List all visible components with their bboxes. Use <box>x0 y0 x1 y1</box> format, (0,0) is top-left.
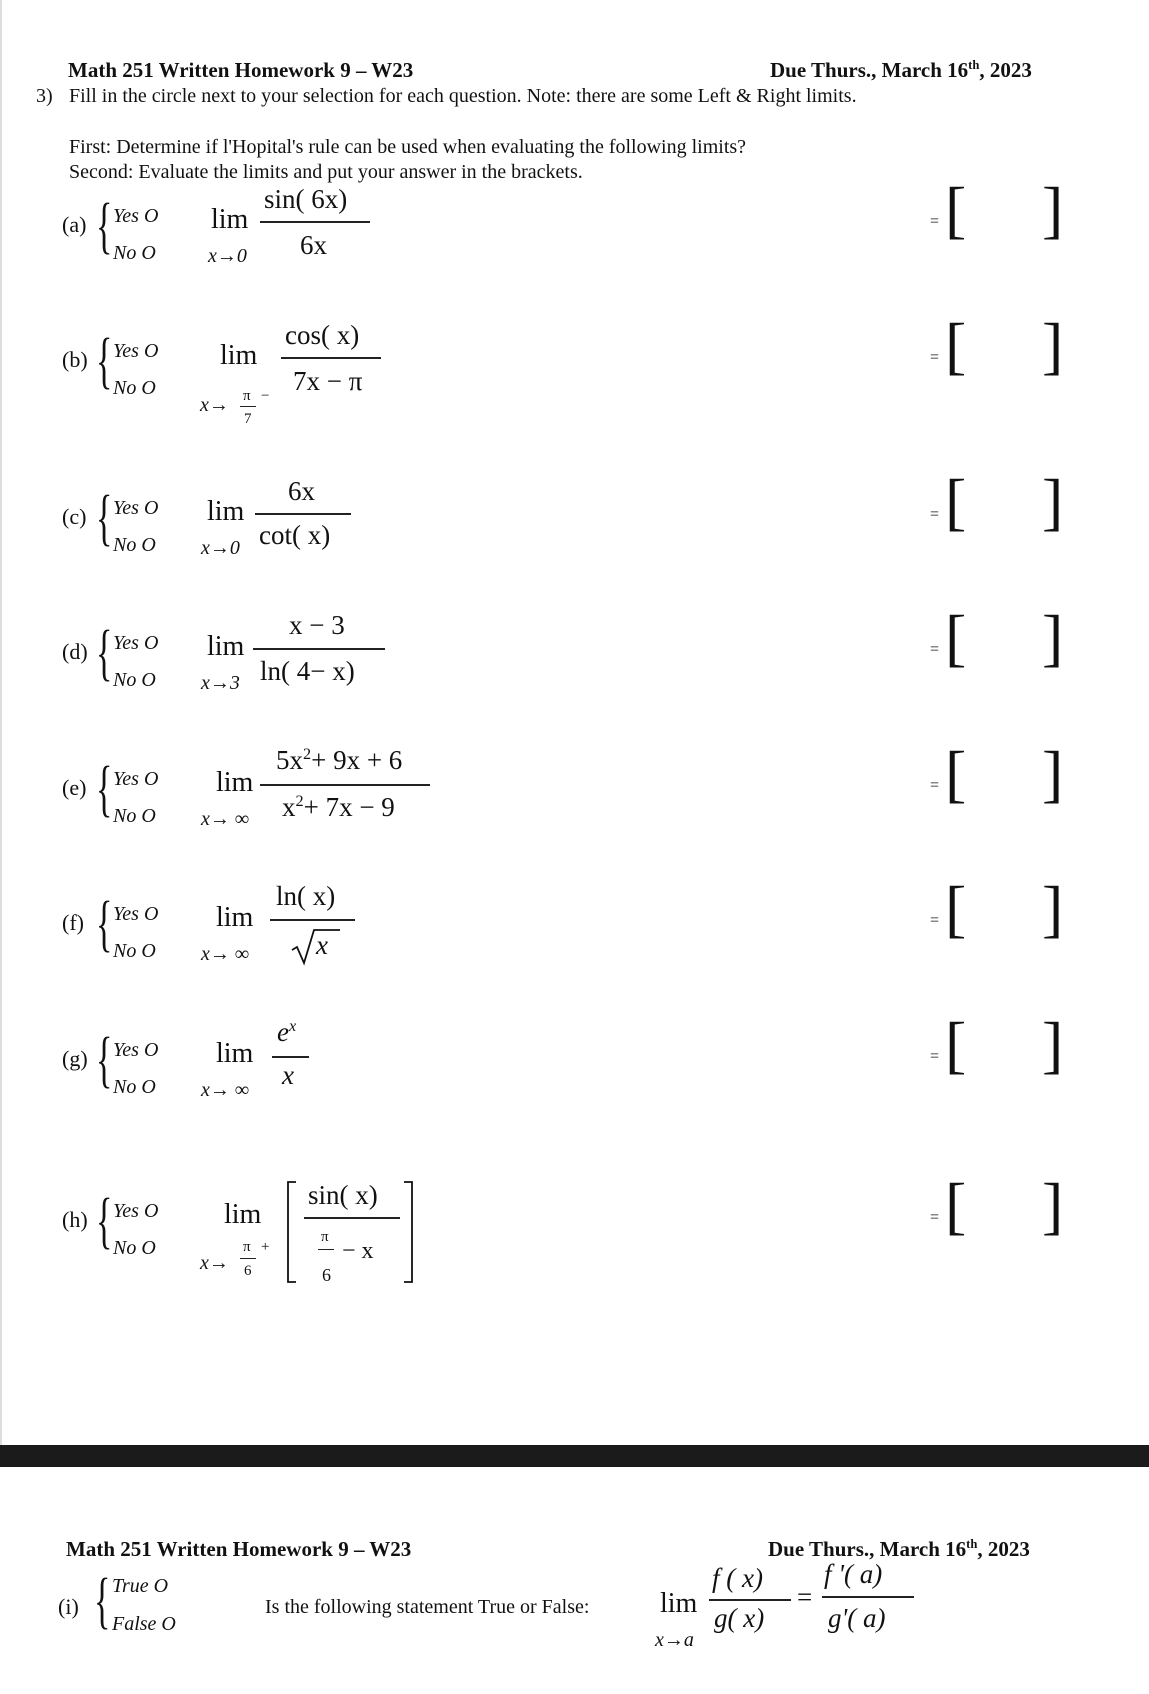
answer-bracket-open: [ <box>945 466 967 537</box>
no-option[interactable]: No O <box>113 940 156 962</box>
no-option[interactable]: No O <box>113 377 156 399</box>
numerator: cos( x) <box>285 320 360 350</box>
answer-box[interactable] <box>967 1186 1042 1236</box>
problem-label: (d) <box>62 639 88 664</box>
answer-box[interactable] <box>967 618 1042 668</box>
answer-bracket-close: ] <box>1042 1170 1064 1241</box>
answer-bracket-close: ] <box>1042 310 1064 381</box>
course-title: Math 251 Written Homework 9 – W23 <box>68 58 414 82</box>
numerator: sin( x) <box>308 1180 378 1210</box>
no-option[interactable]: No O <box>113 1076 156 1098</box>
instruction-second: Second: Evaluate the limits and put your answer in the brackets. <box>69 161 583 183</box>
denominator: ln( 4− x) <box>260 656 355 686</box>
denominator: x <box>316 930 328 960</box>
lhs-fraction-bar <box>709 1599 791 1601</box>
no-option[interactable]: No O <box>113 669 156 691</box>
limit-approach: x→a <box>655 1629 694 1651</box>
approach-frac-bar <box>240 406 256 407</box>
denominator-rest: − x <box>342 1238 374 1264</box>
limit-approach: x→0 <box>208 245 247 267</box>
lim-operator: lim <box>216 767 254 798</box>
choice-brace: { <box>96 1187 113 1255</box>
fraction-bar <box>253 648 385 650</box>
due-date: Due Thurs., March 16th, 2023 <box>768 1537 1030 1561</box>
lhs-numerator: f ( x) <box>712 1563 763 1593</box>
answer-box[interactable] <box>967 754 1042 804</box>
choice-brace: { <box>96 890 113 958</box>
lim-operator: lim <box>224 1199 262 1230</box>
no-option[interactable]: No O <box>113 242 156 264</box>
fraction-bar <box>255 513 351 515</box>
question-number: 3) <box>36 85 53 107</box>
answer-bracket-open: [ <box>945 873 967 944</box>
limit-approach: x→ <box>200 394 229 416</box>
fraction-bar <box>304 1217 400 1219</box>
limit-approach: x→ ∞ <box>201 1079 250 1101</box>
answer-bracket-open: [ <box>945 174 967 245</box>
problem-label: (a) <box>62 212 87 237</box>
lim-operator: lim <box>216 902 254 933</box>
equals-sign: = <box>930 213 940 230</box>
problem-label: (c) <box>62 504 87 529</box>
limit-approach: x→ ∞ <box>201 943 250 965</box>
denominator: cot( x) <box>259 520 331 550</box>
instruction-first: First: Determine if l'Hopital's rule can be used when evaluating the following limits? <box>69 136 747 158</box>
approach-side: − <box>261 388 270 404</box>
answer-bracket-close: ] <box>1042 1009 1064 1080</box>
lim-operator: lim <box>207 631 245 662</box>
choice-brace: { <box>94 1567 111 1635</box>
course-title: Math 251 Written Homework 9 – W23 <box>66 1537 412 1561</box>
answer-bracket-close: ] <box>1042 174 1064 245</box>
equals-sign: = <box>930 349 940 366</box>
rhs-denominator: g'( a) <box>828 1603 886 1633</box>
problem-label: (i) <box>58 1594 79 1619</box>
answer-bracket-close: ] <box>1042 873 1064 944</box>
equals-sign: = <box>930 912 940 929</box>
numerator: ln( x) <box>276 881 336 911</box>
answer-bracket-open: [ <box>945 310 967 381</box>
approach-frac-num: π <box>243 1239 251 1255</box>
answer-bracket-open: [ <box>945 738 967 809</box>
answer-box[interactable] <box>967 482 1042 532</box>
answer-box[interactable] <box>967 190 1042 240</box>
yes-option[interactable]: Yes O <box>113 903 159 925</box>
denominator-frac-bar <box>318 1249 334 1250</box>
question-instruction: Fill in the circle next to your selection for each question. Note: there are some Left & Right limits. <box>69 85 857 107</box>
due-date: Due Thurs., March 16th, 2023 <box>770 58 1032 82</box>
no-option[interactable]: No O <box>113 805 156 827</box>
statement-text: Is the following statement True or False: <box>265 1596 590 1618</box>
denominator: 6x <box>300 230 327 260</box>
lim-operator: lim <box>216 1038 254 1069</box>
choice-brace: { <box>96 327 113 395</box>
answer-bracket-close: ] <box>1042 602 1064 673</box>
page-separator <box>0 1445 1149 1467</box>
numerator: 6x <box>288 476 315 506</box>
denominator: x <box>282 1060 294 1090</box>
limit-approach: x→ <box>200 1252 229 1274</box>
yes-option[interactable]: Yes O <box>113 1200 159 1222</box>
answer-bracket-open: [ <box>945 602 967 673</box>
answer-bracket-close: ] <box>1042 738 1064 809</box>
numerator: sin( 6x) <box>264 184 348 214</box>
numerator: x − 3 <box>289 610 345 640</box>
numerator: $e^x$ <box>277 1017 297 1047</box>
yes-option[interactable]: Yes O <box>113 205 159 227</box>
limit-approach: x→0 <box>201 537 240 559</box>
yes-option[interactable]: Yes O <box>113 497 159 519</box>
fraction-bar <box>260 784 430 786</box>
yes-option[interactable]: Yes O <box>113 768 159 790</box>
problem-label: (h) <box>62 1207 88 1232</box>
fraction-bar <box>260 221 370 223</box>
equals-sign: = <box>797 1582 813 1612</box>
approach-frac-num: π <box>243 388 251 404</box>
denominator: $x^2+ 7x - 9$ <box>282 792 395 822</box>
yes-option[interactable]: Yes O <box>113 632 159 654</box>
no-option[interactable]: No O <box>113 1237 156 1259</box>
problem-label: (b) <box>62 347 88 372</box>
rhs-numerator: f '( a) <box>824 1559 883 1589</box>
answer-bracket-close: ] <box>1042 466 1064 537</box>
denominator-frac-den: 6 <box>322 1265 331 1285</box>
problem-label: (f) <box>62 910 84 935</box>
fraction-bar <box>272 1056 309 1058</box>
page-margin <box>1127 0 1149 1445</box>
no-option[interactable]: No O <box>113 534 156 556</box>
limit-approach: x→ ∞ <box>201 808 250 830</box>
approach-frac-den: 6 <box>244 1263 252 1279</box>
limit-approach: x→3 <box>201 672 240 694</box>
approach-frac-den: 7 <box>244 411 252 427</box>
equals-sign: = <box>930 506 940 523</box>
problem-label: (e) <box>62 775 87 800</box>
choice-brace: { <box>96 1026 113 1094</box>
false-option[interactable]: False O <box>112 1613 176 1635</box>
approach-frac-bar <box>240 1258 256 1259</box>
fraction-bar <box>270 919 355 921</box>
fraction-bar <box>281 357 381 359</box>
answer-bracket-open: [ <box>945 1009 967 1080</box>
lim-operator: lim <box>660 1588 698 1619</box>
true-option[interactable]: True O <box>112 1575 169 1597</box>
answer-bracket-open: [ <box>945 1170 967 1241</box>
choice-brace: { <box>96 755 113 823</box>
denominator: 7x − π <box>293 366 363 396</box>
yes-option[interactable]: Yes O <box>113 1039 159 1061</box>
lim-operator: lim <box>207 496 245 527</box>
choice-brace: { <box>96 192 113 260</box>
equals-sign: = <box>930 1209 940 1226</box>
numerator: $5x^2+ 9x + 6$ <box>276 745 403 775</box>
lim-operator: lim <box>211 204 249 235</box>
equals-sign: = <box>930 1048 940 1065</box>
denominator-frac-num: π <box>321 1229 329 1245</box>
worksheet-page-2 <box>0 1467 1127 1694</box>
choice-brace: { <box>96 619 113 687</box>
problem-label: (g) <box>62 1046 88 1071</box>
equals-sign: = <box>930 777 940 794</box>
answer-box[interactable] <box>967 326 1042 376</box>
choice-brace: { <box>96 484 113 552</box>
lhs-denominator: g( x) <box>714 1603 765 1633</box>
rhs-fraction-bar <box>822 1596 914 1598</box>
yes-option[interactable]: Yes O <box>113 340 159 362</box>
lim-operator: lim <box>220 340 258 371</box>
answer-box[interactable] <box>967 1025 1042 1075</box>
approach-side: + <box>261 1239 270 1255</box>
equals-sign: = <box>930 641 940 658</box>
answer-box[interactable] <box>967 889 1042 939</box>
